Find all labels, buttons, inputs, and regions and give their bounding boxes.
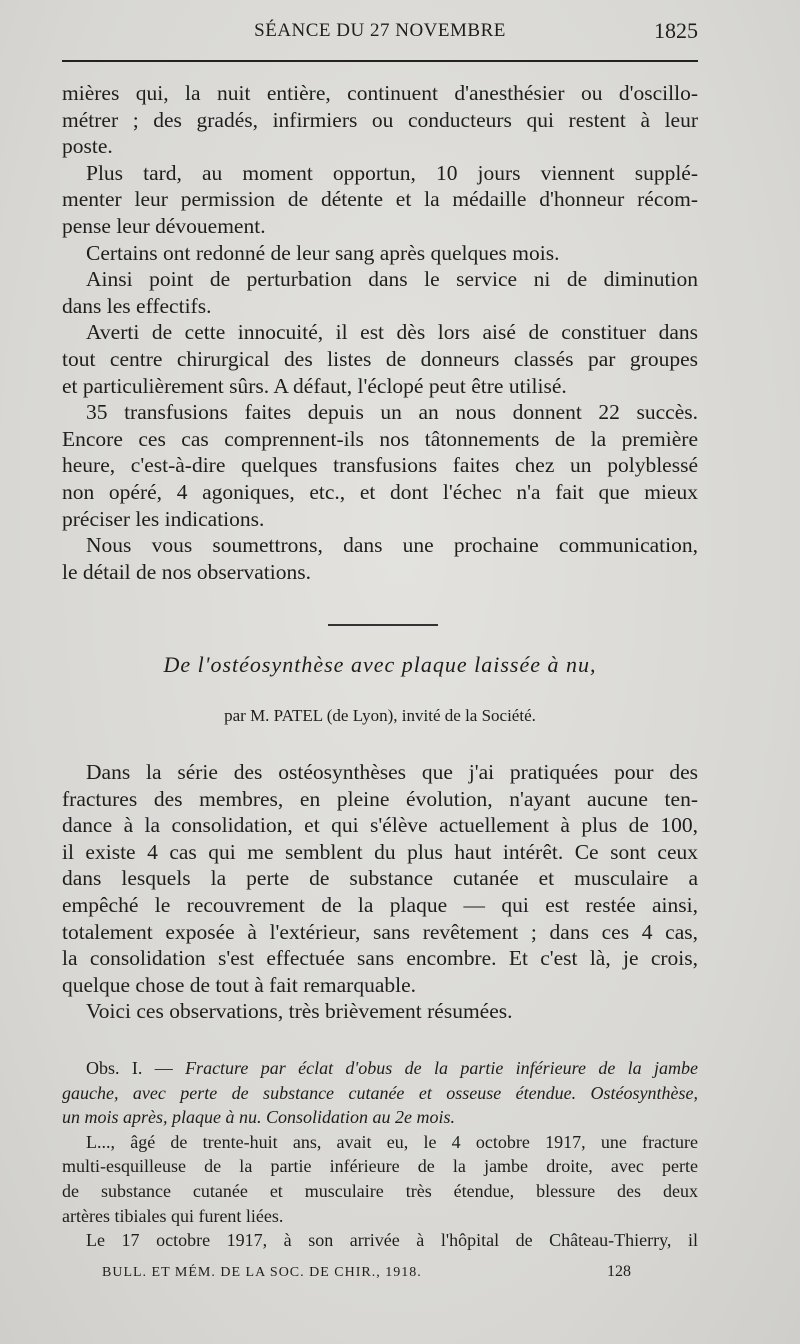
- page-footer: [62, 1263, 698, 1285]
- text-line: Ainsi point de perturbation dans le service ni de diminution: [86, 267, 698, 292]
- text-line: pense leur dévouement.: [62, 213, 266, 238]
- observation-title-line: un mois après, plaque à nu. Consolidation au 2e mois.: [62, 1107, 456, 1128]
- text-line: Encore ces cas comprennent-ils nos tâtonnements de la première: [62, 426, 698, 451]
- observation-heading-line: [62, 1056, 698, 1081]
- text-line: totalement exposée à l'extérieur, sans revêtement ; dans ces 4 cas,: [62, 919, 698, 944]
- text-line: et particulièrement sûrs. A défaut, l'éclopé peut être utilisé.: [62, 373, 567, 398]
- observation-line: multi-esquilleuse de la partie inférieure de la jambe droite, avec perte: [62, 1156, 698, 1177]
- running-title: SÉANCE DU 27 NOVEMBRE: [254, 20, 506, 41]
- text-line: mières qui, la nuit entière, continuent d'anesthésier ou d'oscillo-: [62, 81, 698, 105]
- observation-line: artères tibiales qui furent liées.: [62, 1205, 284, 1226]
- observation-line: de substance cutanée et musculaire très étendue, blessure des deux: [62, 1180, 698, 1201]
- text-line: non opéré, 4 agoniques, etc., et dont l'échec n'a fait que mieux: [62, 479, 698, 504]
- text-line: dance à la consolidation, et qui s'élève actuellement à plus de 100,: [62, 813, 698, 838]
- section-separator: [328, 624, 438, 626]
- text-line: heure, c'est-à-dire quelques transfusions faites chez un polyblessé: [62, 453, 698, 478]
- article-byline: par M. PATEL (de Lyon), invité de la Société.: [224, 706, 536, 725]
- text-line: la consolidation s'est effectuée sans encombre. Et c'est là, je crois,: [62, 946, 698, 971]
- text-line: dans les effectifs.: [62, 293, 212, 318]
- page-header: [62, 18, 698, 48]
- text-line: dans lesquels la perte de substance cutanée et musculaire a: [62, 866, 698, 891]
- text-line: fractures des membres, en pleine évolution, n'ayant aucune ten-: [62, 786, 698, 811]
- text-line: il existe 4 cas qui me semblent du plus haut intérêt. Ce sont ceux: [62, 839, 698, 864]
- previous-article-text: [62, 80, 698, 585]
- observation-label: Obs. I. —: [86, 1058, 173, 1078]
- text-line: quelque chose de tout à fait remarquable.: [62, 972, 417, 997]
- text-line: empêché le recouvrement de la plaque — qui est restée ainsi,: [62, 892, 698, 917]
- text-line: Nous vous soumettrons, dans une prochaine communication,: [86, 533, 698, 558]
- text-line: 35 transfusions faites depuis un an nous donnent 22 succès.: [86, 400, 698, 425]
- signature-mark: 128: [607, 1263, 631, 1280]
- observation-line: Le 17 octobre 1917, à son arrivée à l'hôpital de Château-Thierry, il: [86, 1230, 698, 1251]
- text-line: Plus tard, au moment opportun, 10 jours viennent supplé-: [86, 160, 698, 185]
- text-line: menter leur permission de détente et la médaille d'honneur récom-: [62, 187, 698, 212]
- text-line: métrer ; des gradés, infirmiers ou conducteurs qui restent à leur: [62, 107, 698, 132]
- observation-title: Fracture par éclat d'obus de la partie inférieure de la jambe: [185, 1058, 699, 1078]
- text-line: préciser les indications.: [62, 506, 265, 531]
- text-line: Averti de cette innocuité, il est dès lors aisé de constituer dans: [86, 320, 698, 345]
- observation-block: [62, 1056, 698, 1253]
- text-line: Dans la série des ostéosynthèses que j'ai pratiquées pour des: [86, 760, 698, 784]
- journal-citation: BULL. ET MÉM. DE LA SOC. DE CHIR., 1918.: [102, 1265, 422, 1280]
- article-title: De l'ostéosynthèse avec plaque laissée à nu,: [163, 652, 597, 677]
- observation-title-line: gauche, avec perte de substance cutanée et osseuse étendue. Ostéosynthèse,: [62, 1082, 698, 1103]
- page-number: 1825: [654, 18, 698, 43]
- observation-line: L..., âgé de trente-huit ans, avait eu, le 4 octobre 1917, une fracture: [86, 1131, 698, 1152]
- header-rule: [62, 60, 698, 62]
- text-line: Voici ces observations, très brièvement résumées.: [86, 999, 513, 1024]
- text-line: poste.: [62, 134, 113, 159]
- text-line: le détail de nos observations.: [62, 559, 311, 584]
- article-text: [62, 759, 698, 1025]
- text-line: tout centre chirurgical des listes de donneurs classés par groupes: [62, 346, 698, 371]
- text-line: Certains ont redonné de leur sang après quelques mois.: [86, 240, 560, 265]
